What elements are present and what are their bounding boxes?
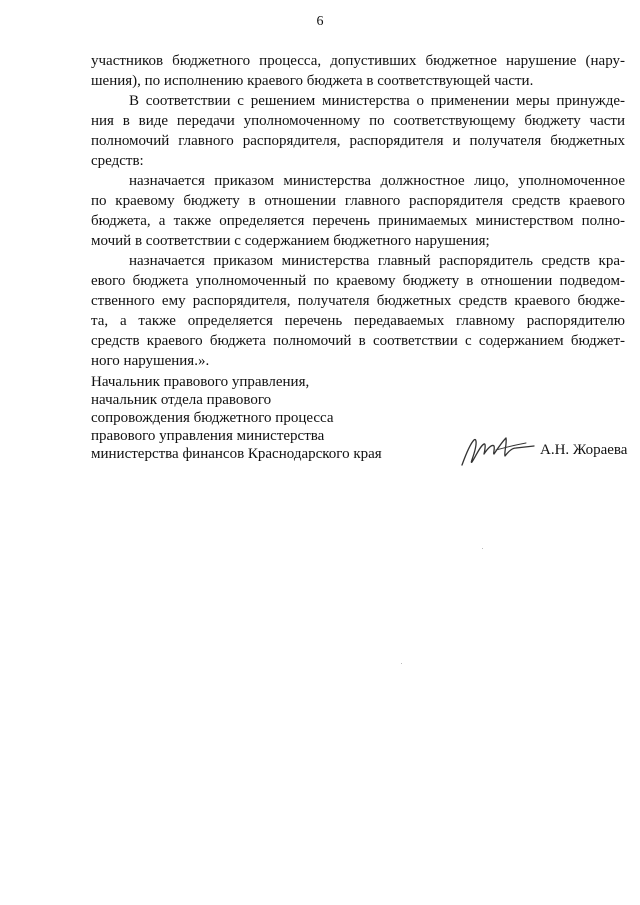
text-line: полномочий главного распорядителя, распорядителя и получателя бюджетных	[91, 133, 625, 149]
paragraph-official-appointment	[91, 171, 625, 251]
text-line: участников бюджетного процесса, допустивших бюджетное нарушение (нару-	[91, 53, 625, 69]
signer-name: А.Н. Жораева	[540, 442, 628, 458]
text-line: та, а также определяется перечень передаваемых главному распорядителю	[91, 313, 625, 329]
text-line: ственного ему распорядителя, получателя бюджетных средств краевого бюдже-	[91, 293, 625, 309]
text-line: средств краевого бюджета полномочий в соответствии с содержанием бюджет-	[91, 333, 625, 349]
position-line: правового управления министерства	[91, 428, 325, 444]
page-number: 6	[316, 14, 324, 29]
paragraph-continuation	[91, 51, 625, 91]
text-line: по краевому бюджету в отношении главного распорядителя средств краевого	[91, 193, 625, 209]
text-line: шения), по исполнению краевого бюджета в соответствующей части.	[91, 73, 534, 89]
signatory-position	[91, 373, 391, 463]
paragraph-chief-distributor-appointment	[91, 251, 625, 371]
text-line: В соответствии с решением министерства о применении меры принужде-	[129, 93, 625, 109]
text-line: бюджета, а также определяется перечень принимаемых министерством полно-	[91, 213, 625, 229]
scan-speck	[482, 548, 483, 549]
position-line: начальник отдела правового	[91, 392, 272, 408]
text-line: ния в виде передачи уполномоченному по соответствующему бюджету части	[91, 113, 625, 129]
text-line: ного нарушения.».	[91, 353, 210, 369]
paragraph-coercion-measure	[91, 91, 625, 171]
text-line: мочий в соответствии с содержанием бюджетного нарушения;	[91, 233, 490, 249]
text-line: назначается приказом министерства главный распорядитель средств кра-	[129, 253, 625, 269]
scan-speck	[401, 663, 402, 664]
text-line: назначается приказом министерства должностное лицо, уполномоченное	[129, 173, 625, 189]
position-line: Начальник правового управления,	[91, 374, 310, 390]
document-body	[91, 51, 625, 371]
position-line: министерства финансов Краснодарского края	[91, 446, 382, 462]
text-line: евого бюджета уполномоченный по краевому бюджету в отношении подведом-	[91, 273, 625, 289]
handwritten-signature	[458, 432, 536, 470]
position-line: сопровождения бюджетного процесса	[91, 410, 334, 426]
text-line: средств:	[91, 153, 144, 169]
